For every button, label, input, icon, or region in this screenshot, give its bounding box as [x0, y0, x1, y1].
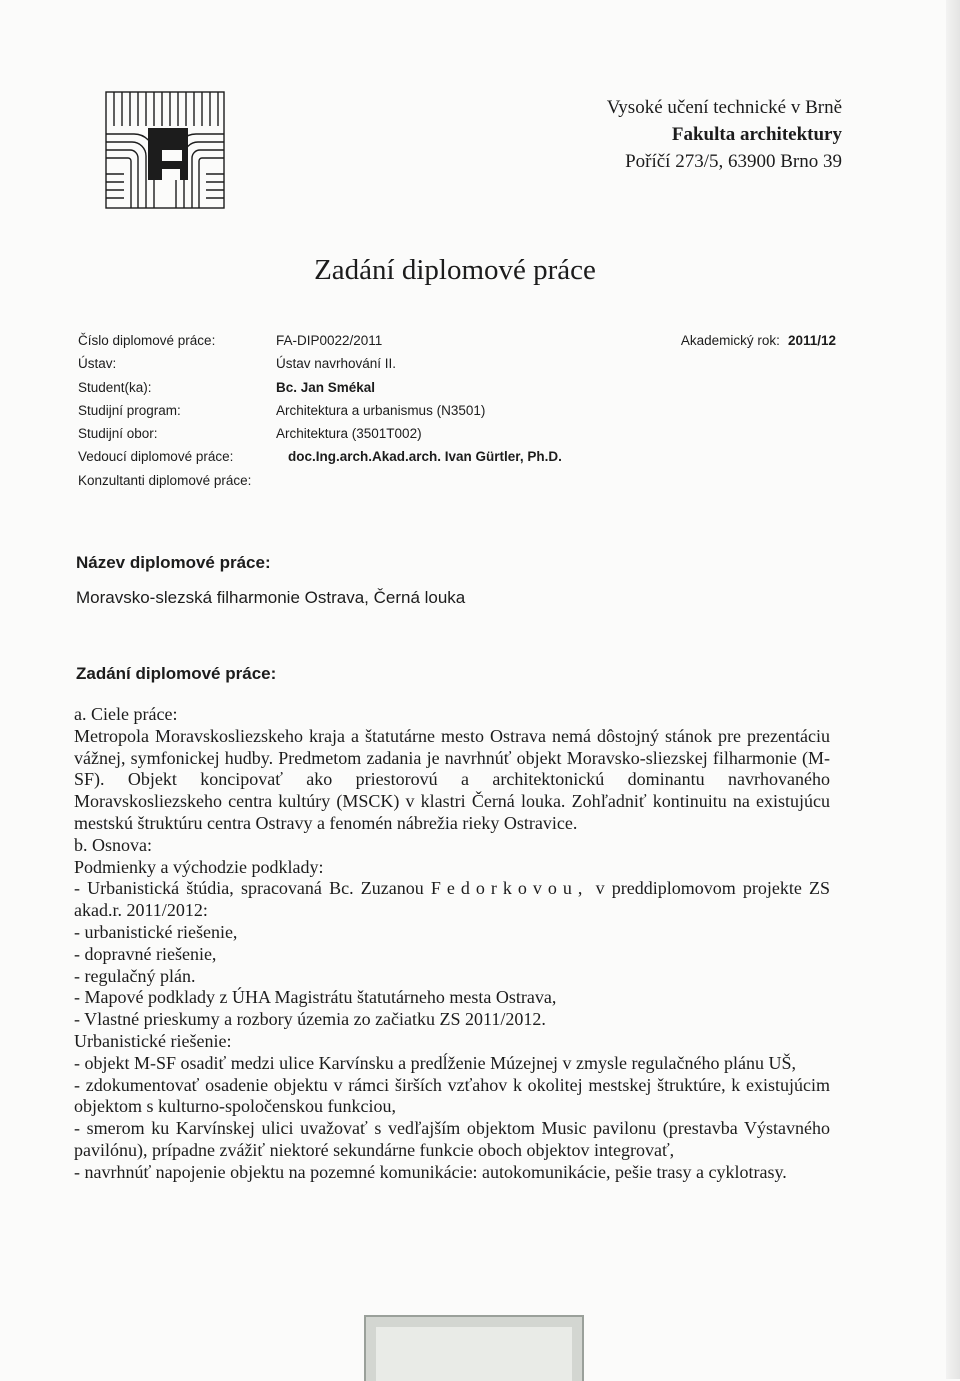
student-label: Student(ka): — [78, 379, 152, 395]
list-item: - Vlastné prieskumy a rozbory územia zo začiatku ZS 2011/2012. — [74, 1009, 546, 1030]
field-value: Architektura (3501T002) — [276, 426, 422, 442]
list-item: - regulačný plán. — [74, 965, 196, 986]
meta-labels — [78, 329, 251, 492]
goals-heading: a. Ciele práce: — [74, 704, 178, 724]
conditions-heading: Podmienky a východzie podklady: — [74, 856, 324, 877]
thesis-number-value: FA-DIP0022/2011 — [276, 333, 383, 348]
assignment-body — [74, 704, 830, 1184]
list-item: - urbanistické riešenie, — [74, 921, 238, 942]
study-before: - Urbanistická štúdia, spracovaná Bc. Zuzanou — [74, 878, 424, 899]
program-value: Architektura a urbanismus (N3501) — [276, 402, 486, 418]
meta-values — [276, 329, 562, 469]
urban-item: - navrhnúť napojenie objektu na pozemné komunikácie: autokomunikácie, pešie trasy a cyklotrasy. — [74, 1161, 787, 1182]
faculty-address: Poříčí 273/5, 63900 Brno 39 — [625, 151, 842, 172]
urban-item: - objekt M-SF osadiť medzi ulice Karvínsku a predĺženie Múzejnej v zmysle regulačného plánu UŠ, — [74, 1052, 796, 1073]
academic-year — [681, 329, 836, 352]
urban-item: - zdokumentovať osadenie objektu v rámci širších vzťahov k okolitej mestskej štruktúre, k existujúcim objektom s kulturno-spoločenskou funkciou, — [74, 1074, 830, 1117]
goals-text: Metropola Moravskosliezskeho kraja a štatutárne mesto Ostrava nemá dôstojný stánok pre prezentáciu vážnej, symfonickej hudby. Predmetom zadania je navrhnúť objekt Moravsko-sliezskej filharmonie (M-SF). Objekt koncipovať ako priestorovú a architektonickú dominantu navrhovaného Moravskosliezskeho centra kultúry (MSCK) v klastri Černá louka. Zohľadniť kontinuitu na existujúcu mestskú štruktúru centra Ostravy a fenomén nábrežia rieky Ostravice. — [74, 725, 830, 833]
study-after: v preddiplomovom projekte ZS akad.r. 2011/2012: — [74, 878, 831, 921]
assignment-heading: Zadání diplomové práce: — [76, 664, 277, 683]
urban-heading: Urbanistické riešenie: — [74, 1030, 232, 1051]
student-value: Bc. Jan Smékal — [276, 379, 376, 395]
page-edge-shadow — [946, 0, 960, 1379]
institute-label: Ústav: — [78, 356, 117, 372]
academic-year-label: Akademický rok: — [680, 333, 780, 348]
supervisor-value: doc.Ing.arch.Akad.arch. Ivan Gürtler, Ph.D. — [288, 449, 562, 465]
university-name: Vysoké učení technické v Brně — [606, 97, 842, 118]
faculty-logo — [104, 90, 226, 210]
thesis-name-heading: Název diplomové práce: — [76, 553, 271, 572]
university-header — [607, 94, 842, 175]
list-item: - dopravné riešenie, — [74, 943, 217, 964]
field-label: Studijní obor: — [78, 426, 158, 442]
document-title: Zadání diplomové práce — [314, 254, 596, 286]
institute-value: Ústav navrhování II. — [276, 356, 397, 372]
academic-year-value: 2011/12 — [787, 333, 836, 348]
thesis-number-label: Číslo diplomové práce: — [78, 333, 216, 348]
program-label: Studijní program: — [78, 402, 181, 418]
study-author: Fedorkovou, — [430, 878, 589, 899]
faculty-name: Fakulta architektury — [671, 124, 842, 145]
study-item — [74, 878, 830, 922]
urban-item: - smerom ku Karvínskej ulici uvažovať s vedľajším objektom Music pavilonu (prestavba Výstavného pavilónu), prípadne zvážiť niektoré sekundárne funkcie oboch objektov integrovať, — [74, 1118, 830, 1160]
thesis-name: Moravsko-slezská filharmonie Ostrava, Černá louka — [76, 588, 466, 607]
consultants-label: Konzultanti diplomové práce: — [78, 472, 252, 488]
list-item: - Mapové podklady z ÚHA Magistrátu štatutárneho mesta Ostrava, — [74, 987, 557, 1008]
supervisor-label: Vedoucí diplomové práce: — [78, 449, 234, 465]
footer-stamp — [364, 1315, 584, 1381]
footer-stamp-inner — [376, 1327, 572, 1381]
outline-heading: b. Osnova: — [74, 834, 152, 855]
